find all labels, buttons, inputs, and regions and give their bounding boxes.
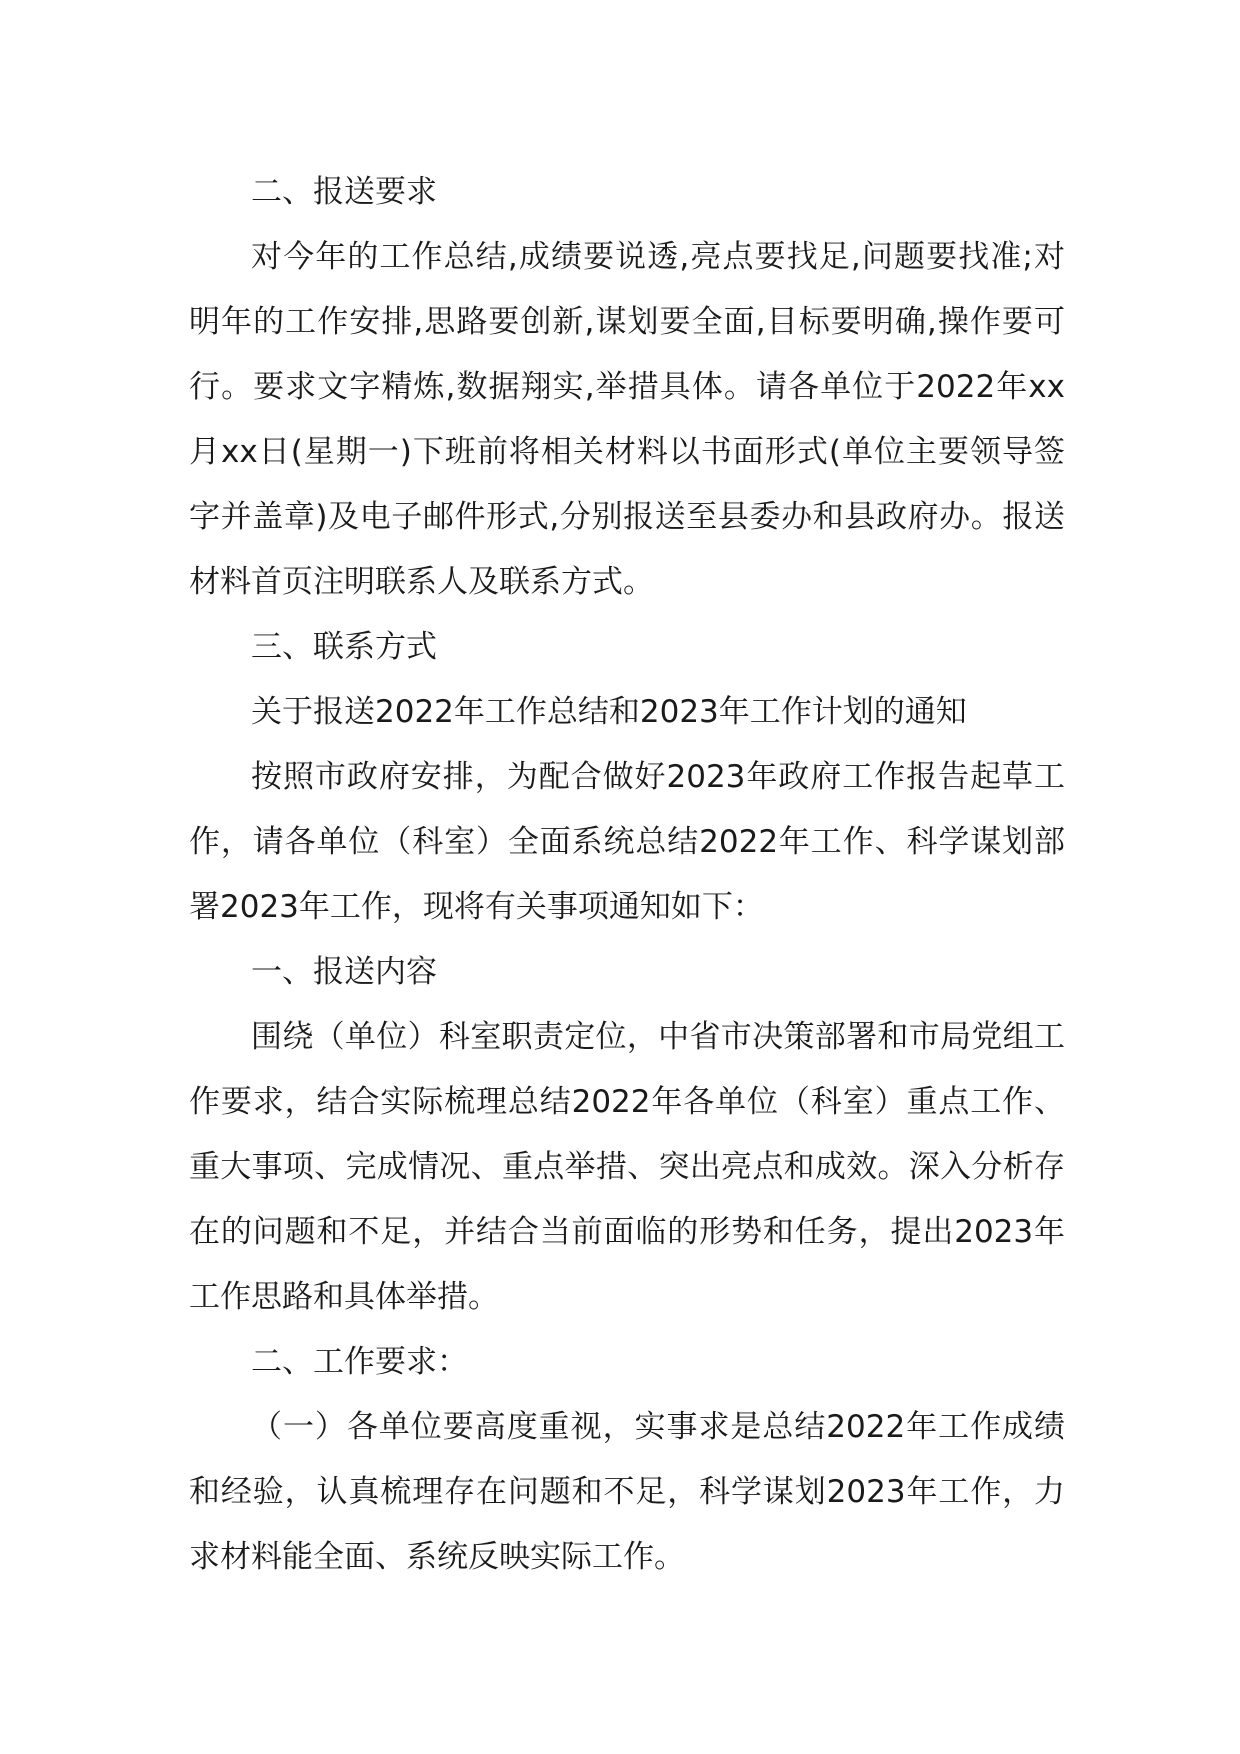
paragraph-requirement-1: （一）各单位要高度重视，实事求是总结2022年工作成绩和经验，认真梳理存在问题和不足，科学谋划2023年工作，力求材料能全面、系统反映实际工作。 <box>189 1409 1065 1575</box>
section-heading-contact: 三、联系方式 <box>251 629 437 665</box>
notice-title: 关于报送2022年工作总结和2023年工作计划的通知 <box>251 694 967 730</box>
document-body <box>189 160 1065 1590</box>
section-heading-submission-requirements: 二、报送要求 <box>251 174 437 210</box>
paragraph-intro: 按照市政府安排，为配合做好2023年政府工作报告起草工作，请各单位（科室）全面系统总结2022年工作、科学谋划部署2023年工作，现将有关事项通知如下： <box>189 759 1065 925</box>
paragraph-submission-details: 对今年的工作总结,成绩要说透,亮点要找足,问题要找准;对明年的工作安排,思路要创新,谋划要全面,目标要明确,操作要可行。要求文字精炼,数据翔实,举措具体。请各单位于2022年xx月xx日(星期一)下班前将相关材料以书面形式(单位主要领导签字并盖章)及电子邮件形式,分别报送至县委办和县政府办。报送材料首页注明联系人及联系方式。 <box>189 239 1065 600</box>
section-heading-work-requirements: 二、工作要求： <box>251 1344 468 1380</box>
paragraph-content: 围绕（单位）科室职责定位，中省市决策部署和市局党组工作要求，结合实际梳理总结2022年各单位（科室）重点工作、重大事项、完成情况、重点举措、突出亮点和成效。深入分析存在的问题和不足，并结合当前面临的形势和任务，提出2023年工作思路和具体举措。 <box>189 1019 1065 1315</box>
section-heading-content: 一、报送内容 <box>251 954 437 990</box>
